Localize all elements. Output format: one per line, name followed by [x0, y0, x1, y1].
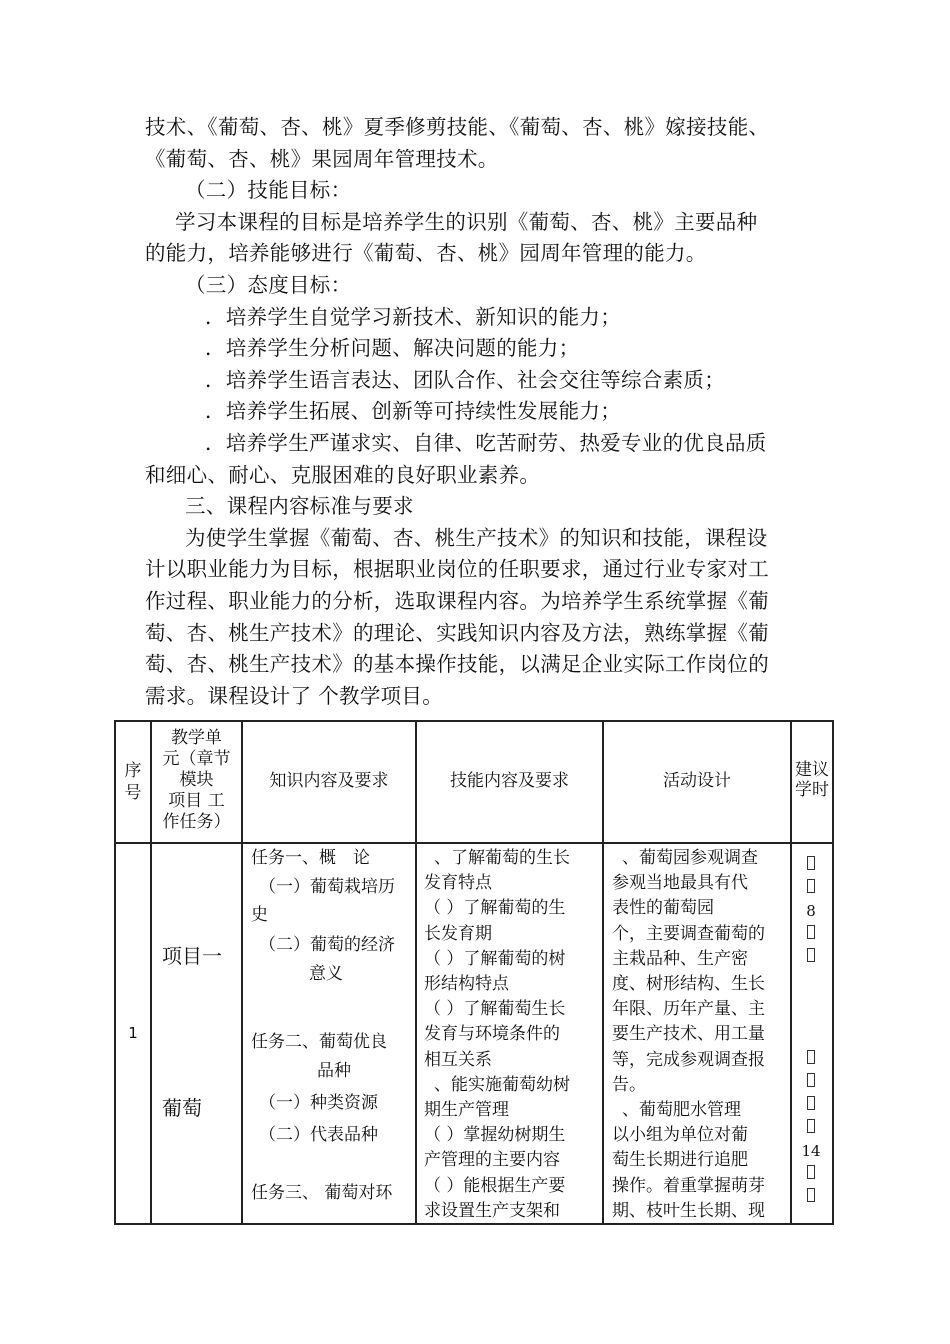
bullet-line: ．培养学生自觉学习新技术、新知识的能力； [205, 304, 621, 329]
text-line: 萄、杏、桃生产技术》的基本操作技能，以满足企业实际工作岗位的 [145, 652, 769, 677]
text-line: 和细心、耐心、克服困难的良好职业素养。 [145, 462, 541, 487]
text-line: 技术、《葡萄、杏、桃》夏季修剪技能、《葡萄、杏、桃》嫁接技能、 [145, 115, 770, 139]
hours-group-2 [798, 1048, 824, 1209]
section-heading: （二）技能目标： [185, 178, 352, 203]
missing-glyph-icon [798, 877, 824, 900]
text-line: 的能力，培养能够进行《葡萄、杏、桃》园周年管理的能力。 [145, 241, 707, 266]
missing-glyph-icon [798, 1048, 824, 1071]
text-line: 为使学生掌握《葡萄、杏、桃生产技术》的知识和技能，课程设 [185, 525, 768, 550]
activity-content: 、葡萄园参观调查 参观当地最具有代 表性的葡萄园 个，主要调查葡萄的 主栽品种、生产密 度、树形结构、生长 年限、历年产量、主 要生产技术、用工量 等，完成参观调查报 告。 、葡萄肥水管理 以小组为单位对葡 萄生长期进行追肥 操作。着重掌握萌芽 期、枝叶生长期、现 [612, 848, 765, 1221]
missing-glyph-icon [798, 1163, 824, 1186]
header-skill: 技能内容及要求 [450, 771, 569, 791]
column-divider [241, 720, 243, 1225]
row-seq: 1 [128, 1024, 138, 1042]
bullet-line: ．培养学生严谨求实、自律、吃苦耐劳、热爱专业的优良品质 [205, 430, 767, 455]
bullet-line: ．培养学生分析问题、解决问题的能力； [205, 336, 580, 361]
knowledge-content: 任务一、概 论 （一）葡萄栽培历 史 （二）葡萄的经济 意义 任务二、葡萄优良 品种 （一）种类资源 （二）代表品种 任务三、 葡萄对环 [251, 848, 395, 1203]
column-divider [415, 720, 417, 1225]
bullet-line: ．培养学生语言表达、团队合作、社会交往等综合素质； [205, 367, 725, 392]
unit-project: 项目一 [162, 944, 222, 968]
missing-glyph-icon [798, 1186, 824, 1209]
course-content-table [114, 720, 834, 1225]
header-seq: 序 号 [124, 761, 142, 803]
header-knowledge: 知识内容及要求 [269, 771, 389, 791]
text-line: 萄、杏、桃生产技术》的理论、实践知识内容及方法，熟练掌握《葡 [145, 620, 769, 645]
table-border-top [114, 720, 834, 722]
text-line: 计以职业能力为目标，根据职业岗位的任职要求，通过行业专家对工 [145, 557, 769, 582]
header-unit: 教学单 元（章节 模块 项目 工 作任务） [162, 728, 231, 832]
text-line: 学习本课程的目标是培养学生的识别《葡萄、杏、桃》主要品种 [175, 209, 758, 234]
missing-glyph-icon [798, 854, 824, 877]
table-header-divider [114, 842, 834, 844]
missing-glyph-icon [798, 1117, 824, 1140]
body-text [145, 112, 815, 712]
missing-glyph-icon [798, 1094, 824, 1117]
section-heading: 三、课程内容标准与要求 [185, 494, 414, 519]
missing-glyph-icon [798, 1071, 824, 1094]
text-line: 作过程、职业能力的分析，选取课程内容。为培养学生系统掌握《葡 [145, 588, 769, 613]
header-activity: 活动设计 [663, 771, 731, 791]
hours-value: 8 [806, 902, 816, 920]
missing-glyph-icon [798, 923, 824, 946]
hours-value: 14 [801, 1142, 821, 1160]
header-hours: 建议 学时 [795, 760, 829, 800]
text-line: 需求。课程设计了 个教学项目。 [145, 683, 444, 708]
hours-group-1 [798, 854, 824, 969]
unit-name: 葡萄 [162, 1096, 202, 1120]
missing-glyph-icon [798, 946, 824, 969]
bullet-line: ．培养学生拓展、创新等可持续性发展能力； [205, 399, 621, 424]
column-divider [602, 720, 604, 1225]
text-line: 《葡萄、杏、桃》果园周年管理技术。 [145, 146, 499, 171]
section-heading: （三）态度目标： [185, 272, 352, 297]
skill-content: 、了解葡萄的生长 发育特点 （ ）了解葡萄的生 长发育期 （ ）了解葡萄的树 形结构特点 （ ）了解葡萄生长 发育与环境条件的 相互关系 、能实施葡萄幼树 期生产管理 （ ）掌握幼树期生 产管理的主要内容 （ ）能根据生产要 求设置生产支架和 [424, 848, 570, 1221]
